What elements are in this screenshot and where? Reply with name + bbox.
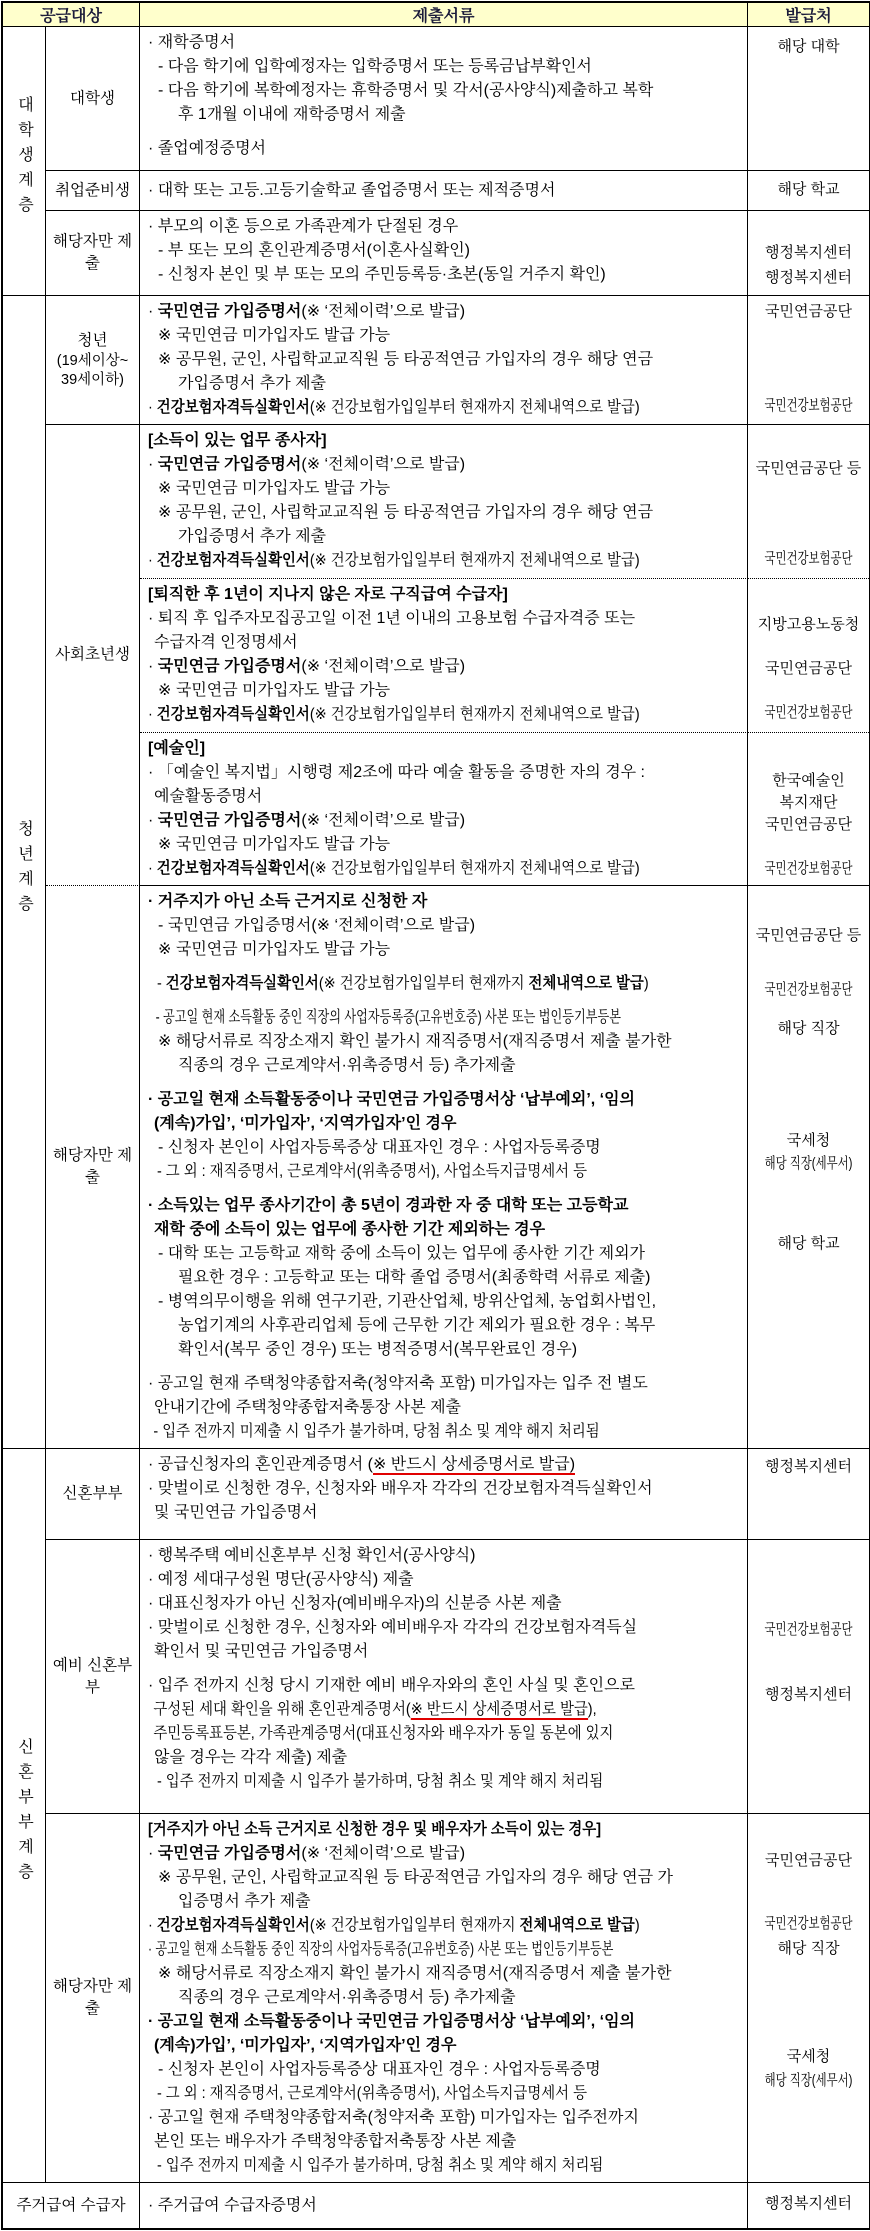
doc-line xyxy=(148,1054,743,1078)
doc-text: 국민연금 가입증명서 xyxy=(157,456,302,473)
row-label-newlywed-extra-doc: 해당자만 제출 xyxy=(46,1814,140,2183)
doc-text: · 졸업예정증명서 xyxy=(148,140,266,157)
doc-line xyxy=(148,1242,743,1266)
doc-text: ※ 국민연금 미가입자도 발급 가능 xyxy=(158,941,391,958)
doc-text: ※ 공무원, 군인, 사립학교교직원 등 타공적연금 가입자의 경우 해당 연금 xyxy=(158,504,654,521)
doc-text: [거주지가 아닌 소득 근거지로 신청한 경우 및 배우자가 소득이 있는 경우] xyxy=(148,1821,602,1838)
docs-youth-extra xyxy=(140,886,748,1449)
doc-text: · 공고일 현재 주택청약종합저축(청약저축 포함) 미가입자는 입주전까지 xyxy=(148,2109,639,2126)
doc-text: ), xyxy=(587,1701,597,1718)
docs-newlywed-extra xyxy=(140,1814,748,2183)
doc-text: - 그 외 : 재직증명서, 근로계약서(위촉증명서), 사업소득지급명세서 등 xyxy=(157,2085,588,2102)
doc-line xyxy=(148,300,743,324)
doc-text: (※ 건강보험가입일부터 현재까지 전체내역으로 발급) xyxy=(309,552,640,569)
doc-text: 국민연금 가입증명서 xyxy=(157,1845,302,1862)
doc-text: (※ ‘전체이력’으로 발급) xyxy=(301,658,466,675)
doc-text: 건강보험자격득실확인서 xyxy=(156,1917,310,1934)
row-label-youth-extra-doc: 해당자만 제출 xyxy=(46,886,140,1449)
issuer-label: 해당 대학 xyxy=(777,38,840,55)
doc-text: - 그 외 : 재직증명서, 근로계약서(위촉증명서), 사업소득지급명세서 등 xyxy=(157,1163,588,1180)
doc-text: 입증명서 추가 제출 xyxy=(178,1893,311,1910)
issuer-label: 해당 직장 xyxy=(777,1020,840,1037)
doc-line xyxy=(148,1914,684,1938)
doc-line xyxy=(148,372,743,396)
issuer-label: 행정복지센터 xyxy=(765,1686,852,1703)
doc-text: 재학 중에 소득이 있는 업무에 종사한 기간 제외하는 경우 xyxy=(154,1221,546,1238)
row-youth-extra-doc xyxy=(3,886,869,1449)
docs-family-doc-only xyxy=(140,211,748,296)
doc-text: · 재학증명서 xyxy=(148,34,236,51)
header-documents: 제출서류 xyxy=(140,3,748,27)
issuer-starter-income xyxy=(748,425,869,579)
doc-line xyxy=(148,914,743,938)
doc-text: 국민연금 가입증명서 xyxy=(157,303,302,320)
docs-starter-retired xyxy=(140,579,748,733)
doc-line xyxy=(148,1314,743,1338)
issuer-label: 해당 학교 xyxy=(777,1235,840,1252)
issuer-label: 국민건강보험공단 xyxy=(764,397,853,414)
red-underlined-text: ※ 반드시 상세증명서로 발급) xyxy=(372,1456,576,1473)
issuer-label: 국세청 xyxy=(786,2048,831,2065)
issuer-label: 해당 직장 xyxy=(777,1940,840,1957)
doc-text: [퇴직한 후 1년이 지나지 않은 자로 구직급여 수급자] xyxy=(148,586,508,603)
doc-text: · xyxy=(148,1917,157,1934)
doc-line xyxy=(148,890,743,914)
row-label-university-student: 대학생 xyxy=(46,27,140,171)
doc-text: - 신청자 본인 및 부 또는 모의 주민등록등·초본(동일 거주지 확인) xyxy=(158,266,606,283)
group-label-newlywed: 신혼부부계층 xyxy=(15,1738,33,1888)
doc-line xyxy=(148,761,743,785)
doc-line xyxy=(148,938,743,962)
doc-text: 안내기간에 주택청약종합저축통장 사본 제출 xyxy=(154,1399,462,1416)
doc-text: 농업기계의 사후관리업체 등에 근무한 기간 제외가 필요한 경우 : 복무 xyxy=(178,1317,656,1334)
doc-line xyxy=(148,263,743,287)
issuer-label: 행정복지센터 xyxy=(765,2195,852,2212)
doc-line xyxy=(148,1453,743,1477)
doc-text: - xyxy=(157,975,166,992)
doc-text: · 소득있는 업무 종사기간이 총 5년이 경과한 자 중 대학 또는 고등학교 xyxy=(148,1197,629,1214)
issuer-label: 해당 직장(세무서) xyxy=(764,1155,853,1172)
doc-line xyxy=(148,2130,743,2154)
issuer-label: 국민연금공단 xyxy=(765,660,852,677)
doc-text: · xyxy=(148,812,158,829)
doc-line xyxy=(148,1722,684,1746)
doc-line xyxy=(148,1477,743,1501)
row-youth xyxy=(3,296,869,425)
row-pre-newlywed xyxy=(3,1540,869,1814)
doc-text: - 국민연금 가입증명서(※ ‘전체이력’으로 발급) xyxy=(158,917,476,934)
doc-line xyxy=(148,2154,684,2178)
doc-text: · 퇴직 후 입주자모집공고일 이전 1년 이내의 고용보험 수급자격증 또는 xyxy=(148,610,636,627)
doc-text: - 신청자 본인이 사업자등록증상 대표자인 경우 : 사업자등록증명 xyxy=(158,2061,601,2078)
group-cell-youth xyxy=(3,296,46,1449)
doc-line xyxy=(148,1544,743,1568)
doc-text: - 입주 전까지 미제출 시 입주가 불가하며, 당첨 취소 및 계약 해지 처리됨 xyxy=(157,1773,604,1790)
doc-text: [소득이 있는 업무 종사자] xyxy=(148,432,327,449)
doc-text: ※ 국민연금 미가입자도 발급 가능 xyxy=(158,836,391,853)
issuer-newlywed xyxy=(748,1449,869,1540)
header-issuer: 발급처 xyxy=(748,3,869,27)
doc-line xyxy=(148,31,743,55)
doc-text: · 맞벌이로 신청한 경우, 신청자와 배우자 각각의 건강보험자격득실확인서 xyxy=(148,1480,653,1497)
issuer-label: 한국예술인 xyxy=(772,772,845,789)
issuer-label: 국민건강보험공단 xyxy=(764,860,853,877)
doc-line xyxy=(148,179,743,203)
row-family-doc-only xyxy=(3,211,869,296)
docs-newlywed xyxy=(140,1449,748,1540)
doc-text: ※ 해당서류로 직장소재지 확인 불가시 재직증명서(재직증명서 제출 불가한 xyxy=(158,1033,672,1050)
doc-line xyxy=(148,607,743,631)
issuer-starter-artist xyxy=(748,733,869,886)
row-jobseeker xyxy=(3,171,869,211)
doc-line xyxy=(148,1674,743,1698)
doc-text: (※ 건강보험가입일부터 현재까지 전체내역으로 발급) xyxy=(309,399,640,416)
issuer-label: 국민연금공단 등 xyxy=(755,460,862,477)
doc-line xyxy=(148,239,743,263)
issuer-pre-newlywed xyxy=(748,1540,869,1814)
doc-line xyxy=(148,501,743,525)
issuer-label: 해당 학교 xyxy=(777,181,840,198)
doc-text: · 공고일 현재 소득활동 중인 직장의 사업자등록증(고유번호증) 사본 또는 법인등기부등본 xyxy=(148,1941,614,1958)
doc-text: · xyxy=(148,658,158,675)
issuer-youth xyxy=(748,296,869,425)
doc-line xyxy=(148,2010,743,2034)
doc-line xyxy=(148,655,743,679)
doc-text: 건강보험자격득실확인서 xyxy=(165,975,319,992)
group-label-youth: 청년계층 xyxy=(15,819,33,920)
doc-text: (계속)가입’, ‘미가입자’, ‘지역가입자’인 경우 xyxy=(154,1115,457,1132)
doc-text: · 공고일 현재 소득활동중이나 국민연금 가입증명서상 ‘납부예외’, ‘임의 xyxy=(148,1091,636,1108)
doc-line xyxy=(148,324,743,348)
doc-text: · 거주지가 아닌 소득 근거지로 신청한 자 xyxy=(148,893,428,910)
eligibility-documents-table xyxy=(1,1,870,2230)
doc-text: 전체내역으로 발급 xyxy=(519,1917,635,1934)
doc-text: 직종의 경우 근로계약서·위촉증명서 등) 추가제출 xyxy=(178,1989,516,2006)
doc-line xyxy=(148,2082,684,2106)
doc-text: ※ 공무원, 군인, 사립학교교직원 등 타공적연금 가입자의 경우 해당 연금 가 xyxy=(158,1869,673,1886)
row-starter-income xyxy=(3,425,869,579)
group-cell-university-students xyxy=(3,27,46,296)
doc-line xyxy=(148,396,684,420)
doc-text: 국민연금 가입증명서 xyxy=(157,658,302,675)
doc-line xyxy=(148,103,743,127)
doc-line xyxy=(148,1218,743,1242)
row-label-pre-newlywed: 예비 신혼부부 xyxy=(46,1540,140,1814)
doc-line xyxy=(148,215,743,239)
doc-text: 건강보험자격득실확인서 xyxy=(156,706,310,723)
issuer-label: 국민연금공단 xyxy=(765,303,852,320)
docs-housing-benefit xyxy=(140,2183,748,2228)
doc-text: · 예정 세대구성원 명단(공사양식) 제출 xyxy=(148,1571,414,1588)
doc-line xyxy=(148,1290,743,1314)
doc-text: · 「예술인 복지법」시행령 제2조에 따라 예술 활동을 증명한 자의 경우 : xyxy=(148,764,645,781)
issuer-label: 지방고용노동청 xyxy=(757,616,860,633)
header-supply-target: 공급대상 xyxy=(3,3,140,27)
row-label-jobseeker: 취업준비생 xyxy=(46,171,140,211)
doc-text: · 대학 또는 고등.고등기술학교 졸업증명서 또는 제적증명서 xyxy=(148,181,556,199)
issuer-label: 국민연금공단 등 xyxy=(755,927,862,944)
issuer-jobseeker xyxy=(748,171,869,211)
doc-line xyxy=(148,833,743,857)
doc-text: - 입주 전까지 미제출 시 입주가 불가하며, 당첨 취소 및 계약 해지 처리됨 xyxy=(157,2157,604,2174)
doc-text: ※ 국민연금 미가입자도 발급 가능 xyxy=(158,480,391,497)
docs-university-student xyxy=(140,27,748,171)
docs-pre-newlywed xyxy=(140,1540,748,1814)
doc-text: (※ 건강보험가입일부터 현재까지 전체내역으로 발급) xyxy=(309,706,640,723)
doc-line xyxy=(148,79,743,103)
doc-text: (※ 건강보험가입일부터 현재까지 xyxy=(318,975,529,992)
doc-text: ※ 국민연금 미가입자도 발급 가능 xyxy=(158,682,391,699)
table-header-row xyxy=(3,3,869,27)
doc-line xyxy=(148,631,743,655)
doc-text: 가입증명서 추가 제출 xyxy=(178,528,327,545)
doc-text: ) xyxy=(634,1917,640,1934)
doc-text: · xyxy=(148,706,157,723)
doc-line xyxy=(148,1640,743,1664)
doc-line xyxy=(148,679,743,703)
doc-text: ※ 국민연금 미가입자도 발급 가능 xyxy=(158,327,391,344)
doc-text: · 입주 전까지 신청 당시 기재한 예비 배우자와의 혼인 사실 및 혼인으로 xyxy=(148,1677,636,1694)
doc-text: · xyxy=(148,860,157,877)
doc-line xyxy=(148,1986,743,2010)
doc-text: · 공고일 현재 소득활동중이나 국민연금 가입증명서상 ‘납부예외’, ‘임의 xyxy=(148,2013,636,2030)
doc-text: 확인서(복무 중인 경우) 또는 병적증명서(복무완료인 경우) xyxy=(178,1341,578,1358)
doc-text: · 공급신청자의 혼인관계증명서 ( xyxy=(148,1456,373,1473)
doc-line xyxy=(148,453,743,477)
doc-text: · xyxy=(148,399,157,416)
doc-text: 가입증명서 추가 제출 xyxy=(178,375,327,392)
doc-text: (※ 건강보험가입일부터 현재까지 전체내역으로 발급) xyxy=(309,860,640,877)
docs-youth xyxy=(140,296,748,425)
doc-line xyxy=(148,1194,743,1218)
doc-line xyxy=(148,348,743,372)
doc-text: · 주거급여 수급자증명서 xyxy=(148,2196,317,2214)
doc-text: · xyxy=(148,456,158,473)
doc-line xyxy=(148,1136,743,1160)
issuer-label: 국민건강보험공단 xyxy=(764,704,853,721)
doc-line xyxy=(148,1372,743,1396)
doc-text: · 부모의 이혼 등으로 가족관계가 단절된 경우 xyxy=(148,218,459,235)
issuer-label: 행정복지센터 xyxy=(765,269,852,286)
row-label-youth xyxy=(46,296,140,425)
doc-line xyxy=(148,1842,743,1866)
doc-text: 필요한 경우 : 고등학교 또는 대학 졸업 증명서(최종학력 서류로 제출) xyxy=(178,1269,651,1286)
youth-age-range: (19세이상~ 39세이하) xyxy=(56,353,129,388)
doc-text: · 대표신청자가 아닌 신청자(예비배우자)의 신분증 사본 제출 xyxy=(148,1595,562,1612)
doc-line xyxy=(148,549,684,573)
doc-text: - 다음 학기에 복학예정자는 휴학증명서 및 각서(공사양식)제출하고 복학 xyxy=(158,82,654,99)
doc-text: 예술활동증명서 xyxy=(154,788,263,805)
docs-starter-artist xyxy=(140,733,748,886)
issuer-university-student xyxy=(748,27,869,171)
doc-line xyxy=(148,1112,743,1136)
doc-text: 구성된 세대 확인을 위해 혼인관계증명서( xyxy=(153,1701,411,1718)
doc-line xyxy=(148,1568,743,1592)
doc-text: 건강보험자격득실확인서 xyxy=(156,552,310,569)
doc-text: [예술인] xyxy=(148,740,206,757)
doc-text: (※ ‘전체이력’으로 발급) xyxy=(301,812,466,829)
doc-line xyxy=(148,1698,684,1722)
doc-line xyxy=(148,583,743,607)
doc-text: - 공고일 현재 소득활동 중인 직장의 사업자등록증(고유번호증) 사본 또는 법인등기부등본 xyxy=(155,1009,622,1026)
doc-text: ) xyxy=(643,975,649,992)
group-label-university-students: 대학생계층 xyxy=(15,96,33,221)
doc-line xyxy=(148,703,684,727)
doc-text: 후 1개월 이내에 재학증명서 제출 xyxy=(178,106,406,123)
row-label-starter: 사회초년생 xyxy=(46,425,140,886)
doc-text: · xyxy=(148,552,157,569)
doc-text: 확인서 및 국민연금 가입증명서 xyxy=(154,1643,369,1660)
doc-line xyxy=(148,785,743,809)
doc-line xyxy=(148,737,743,761)
doc-text: (※ 건강보험가입일부터 현재까지 xyxy=(309,1917,520,1934)
doc-line xyxy=(148,1592,743,1616)
doc-text: · 공고일 현재 주택청약종합저축(청약저축 포함) 미가입자는 입주 전 별도 xyxy=(148,1375,648,1392)
doc-text: 국민연금 가입증명서 xyxy=(157,812,302,829)
issuer-label: 국민연금공단 xyxy=(765,816,852,833)
row-newlywed-extra-doc xyxy=(3,1814,869,2183)
doc-line xyxy=(148,137,743,161)
doc-text: - 부 또는 모의 혼인관계증명서(이혼사실확인) xyxy=(158,242,470,259)
doc-line xyxy=(148,1616,743,1640)
issuer-label: 해당 직장(세무서) xyxy=(764,2072,853,2089)
doc-text: - 병역의무이행을 위해 연구기관, 기관산업체, 방위산업체, 농업회사법인, xyxy=(158,1293,657,1310)
doc-text: 않을 경우는 각각 제출) 제출 xyxy=(154,1749,348,1766)
doc-line xyxy=(148,525,743,549)
issuer-label: 국민건강보험공단 xyxy=(764,1915,853,1932)
issuer-label: 국민연금공단 xyxy=(765,1852,852,1869)
doc-text: 전체내역으로 발급 xyxy=(528,975,644,992)
youth-label: 청년 xyxy=(77,332,108,349)
doc-text: (※ ‘전체이력’으로 발급) xyxy=(301,456,466,473)
doc-text: 본인 또는 배우자가 주택청약종합저축통장 사본 제출 xyxy=(154,2133,517,2150)
doc-line xyxy=(148,55,743,79)
doc-line xyxy=(148,2194,743,2218)
doc-line xyxy=(148,2106,743,2130)
doc-line xyxy=(148,1962,743,1986)
doc-text: (※ ‘전체이력’으로 발급) xyxy=(301,303,466,320)
doc-text: ※ 공무원, 군인, 사립학교교직원 등 타공적연금 가입자의 경우 해당 연금 xyxy=(158,351,654,368)
issuer-newlywed-extra xyxy=(748,1814,869,2183)
doc-line xyxy=(148,1866,743,1890)
doc-line xyxy=(148,1770,684,1794)
red-underlined-text: ※ 반드시 상세증명서로 발급 xyxy=(410,1701,588,1718)
doc-text: · xyxy=(148,303,158,320)
row-label-newlywed: 신혼부부 xyxy=(46,1449,140,1540)
doc-text: · 행복주택 예비신혼부부 신청 확인서(공사양식) xyxy=(148,1547,476,1564)
doc-text: - 신청자 본인이 사업자등록증상 대표자인 경우 : 사업자등록증명 xyxy=(158,1139,601,1156)
docs-jobseeker xyxy=(140,171,748,211)
doc-text: · xyxy=(148,1845,158,1862)
issuer-label: 국민건강보험공단 xyxy=(764,1621,853,1638)
doc-line xyxy=(148,429,743,453)
issuer-youth-extra xyxy=(748,886,869,1449)
doc-text: ※ 해당서류로 직장소재지 확인 불가시 재직증명서(재직증명서 제출 불가한 xyxy=(158,1965,672,1982)
doc-line xyxy=(148,1890,743,1914)
issuer-label: 국세청 xyxy=(786,1132,831,1149)
doc-line xyxy=(148,1396,743,1420)
doc-text: - 다음 학기에 입학예정자는 입학증명서 또는 등록금납부확인서 xyxy=(158,58,592,75)
row-label-family-doc-only: 해당자만 제출 xyxy=(46,211,140,296)
doc-line xyxy=(148,857,684,881)
doc-text: - 입주 전까지 미제출 시 입주가 불가하며, 당첨 취소 및 계약 해지 처리됨 xyxy=(153,1423,600,1440)
docs-starter-income xyxy=(140,425,748,579)
doc-text: - 대학 또는 고등학교 재학 중에 소득이 있는 업무에 종사한 기간 제외가 xyxy=(158,1245,646,1262)
issuer-label: 복지재단 xyxy=(779,794,838,811)
doc-text: (※ ‘전체이력’으로 발급) xyxy=(301,1845,466,1862)
doc-line xyxy=(148,1006,622,1030)
issuer-label: 국민건강보험공단 xyxy=(764,550,853,567)
row-label-housing-benefit: 주거급여 수급자 xyxy=(3,2183,140,2228)
doc-text: 수급자격 인정명세서 xyxy=(154,634,298,651)
doc-line xyxy=(148,809,743,833)
doc-line xyxy=(148,1160,684,1184)
doc-line xyxy=(148,1420,684,1444)
issuer-housing-benefit xyxy=(748,2183,869,2228)
doc-line xyxy=(148,1088,743,1112)
doc-line xyxy=(148,1746,743,1770)
issuer-family-doc-only xyxy=(748,211,869,296)
row-university-student xyxy=(3,27,869,171)
doc-text: · 맞벌이로 신청한 경우, 신청자와 예비배우자 각각의 건강보험자격득실 xyxy=(148,1619,638,1636)
row-newlywed xyxy=(3,1449,869,1540)
doc-line xyxy=(148,1030,743,1054)
doc-text: 직종의 경우 근로계약서·위촉증명서 등) 추가제출 xyxy=(178,1057,516,1074)
doc-line xyxy=(148,1818,684,1842)
doc-text: (계속)가입’, ‘미가입자’, ‘지역가입자’인 경우 xyxy=(154,2037,457,2054)
doc-line xyxy=(148,1338,743,1362)
issuer-label: 국민건강보험공단 xyxy=(764,981,853,998)
doc-text: 및 국민연금 가입증명서 xyxy=(154,1504,318,1521)
doc-line xyxy=(148,1938,614,1962)
doc-line xyxy=(148,477,743,501)
doc-line xyxy=(148,2034,743,2058)
group-cell-newlywed xyxy=(3,1449,46,2183)
doc-text: 건강보험자격득실확인서 xyxy=(156,399,310,416)
doc-line xyxy=(148,1266,743,1290)
doc-line xyxy=(148,1501,743,1525)
issuer-label: 행정복지센터 xyxy=(765,1458,852,1475)
row-housing-benefit xyxy=(3,2183,869,2228)
issuer-starter-retired xyxy=(748,579,869,733)
doc-line xyxy=(148,2058,743,2082)
doc-text: 건강보험자격득실확인서 xyxy=(156,860,310,877)
doc-text: 주민등록표등본, 가족관계증명서(대표신청자와 배우자가 동일 동본에 있지 xyxy=(153,1725,614,1742)
issuer-label: 행정복지센터 xyxy=(765,244,852,261)
doc-line xyxy=(148,972,684,996)
